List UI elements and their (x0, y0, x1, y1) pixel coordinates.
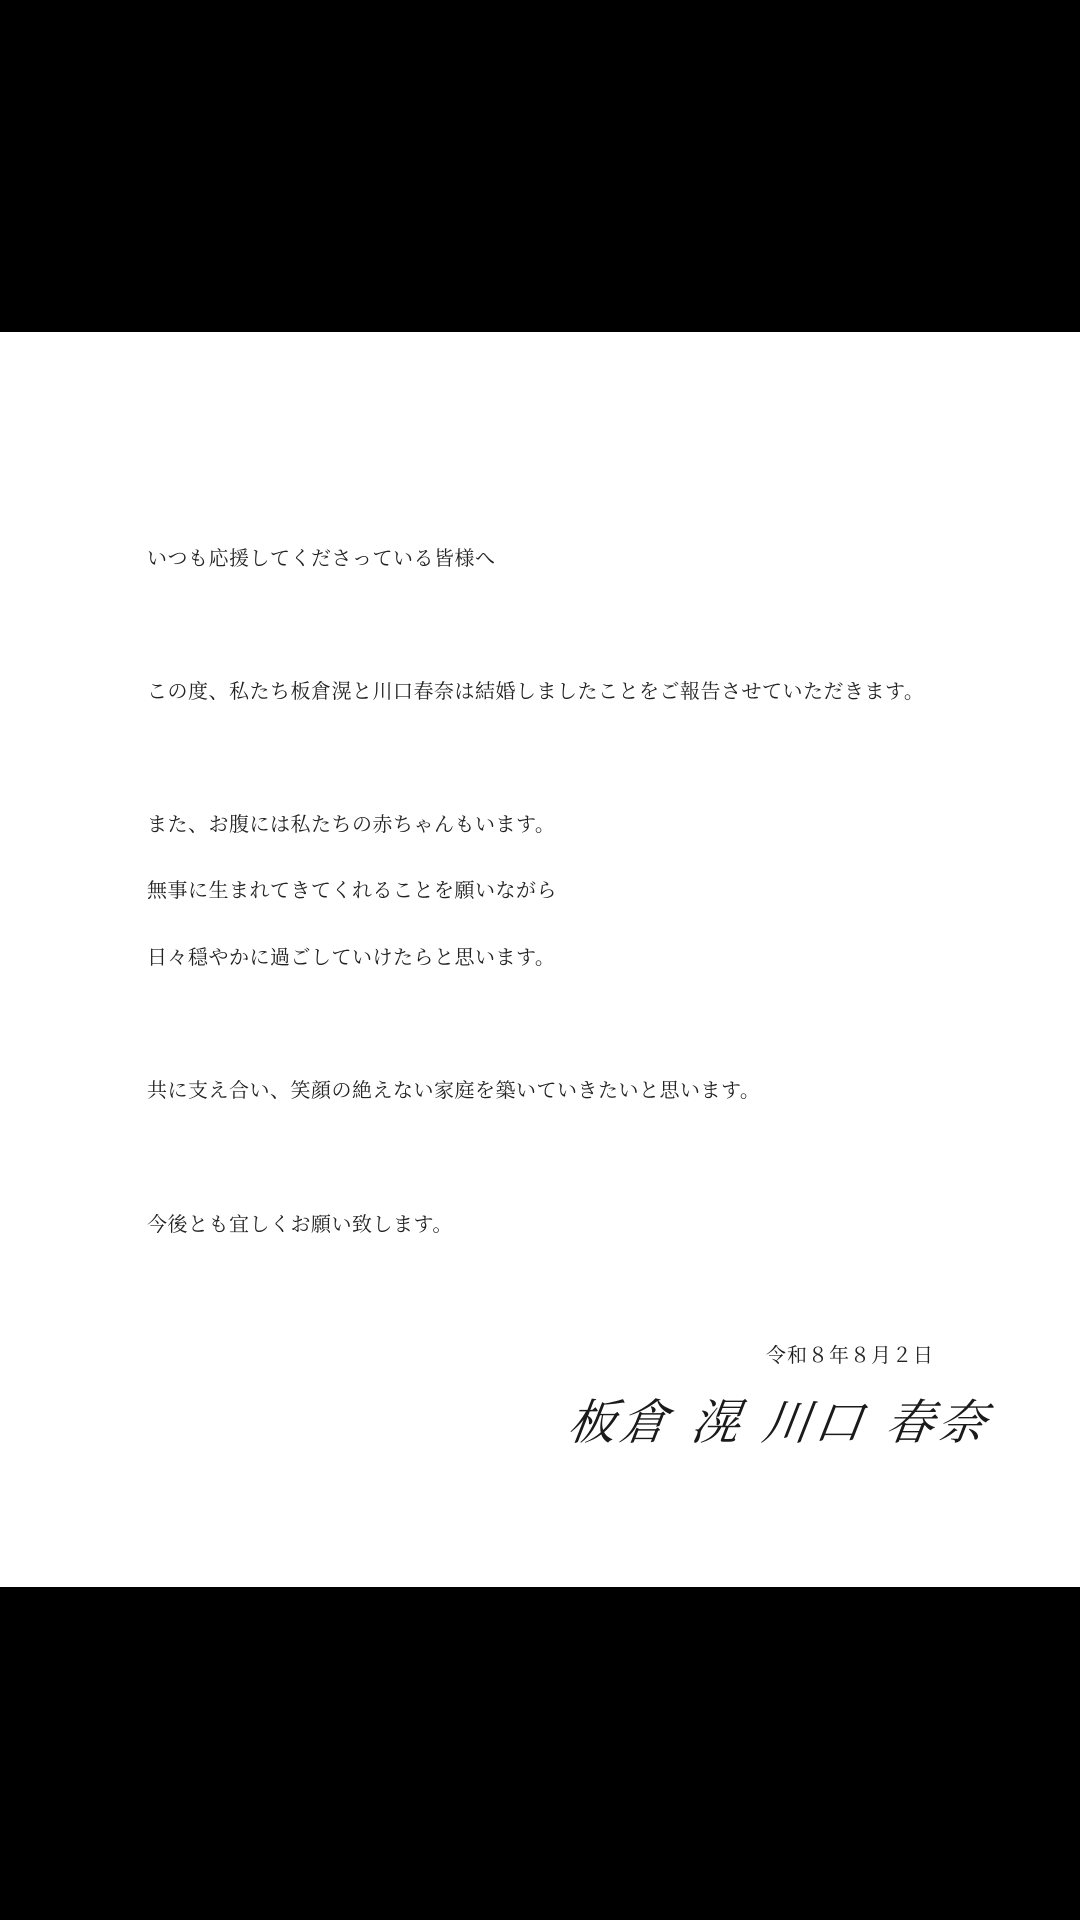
paragraph-baby-line-3: 日々穏やかに過ごしていけたらと思います。 (147, 945, 556, 969)
paragraph-family: 共に支え合い、笑顔の絶えない家庭を築いていきたいと思います。 (147, 1078, 761, 1102)
bottom-black-band (0, 1587, 1080, 1920)
paragraph-baby-line-1: また、お腹には私たちの赤ちゃんもいます。 (147, 812, 556, 836)
greeting-line: いつも応援してくださっている皆様へ (147, 546, 496, 570)
paragraph-baby-line-2: 無事に生まれてきてくれることを願いながら (147, 878, 557, 902)
handwritten-signature (554, 1385, 994, 1465)
closing-line: 今後とも宜しくお願い致します。 (147, 1212, 453, 1236)
paragraph-marriage: この度、私たち板倉滉と川口春奈は結婚しましたことをご報告させていただきます。 (147, 679, 925, 703)
top-black-band (0, 0, 1080, 332)
letter-date: 令和８年８月２日 (766, 1343, 934, 1367)
signature-text: 板倉 滉 川口 春奈 (564, 1395, 994, 1451)
